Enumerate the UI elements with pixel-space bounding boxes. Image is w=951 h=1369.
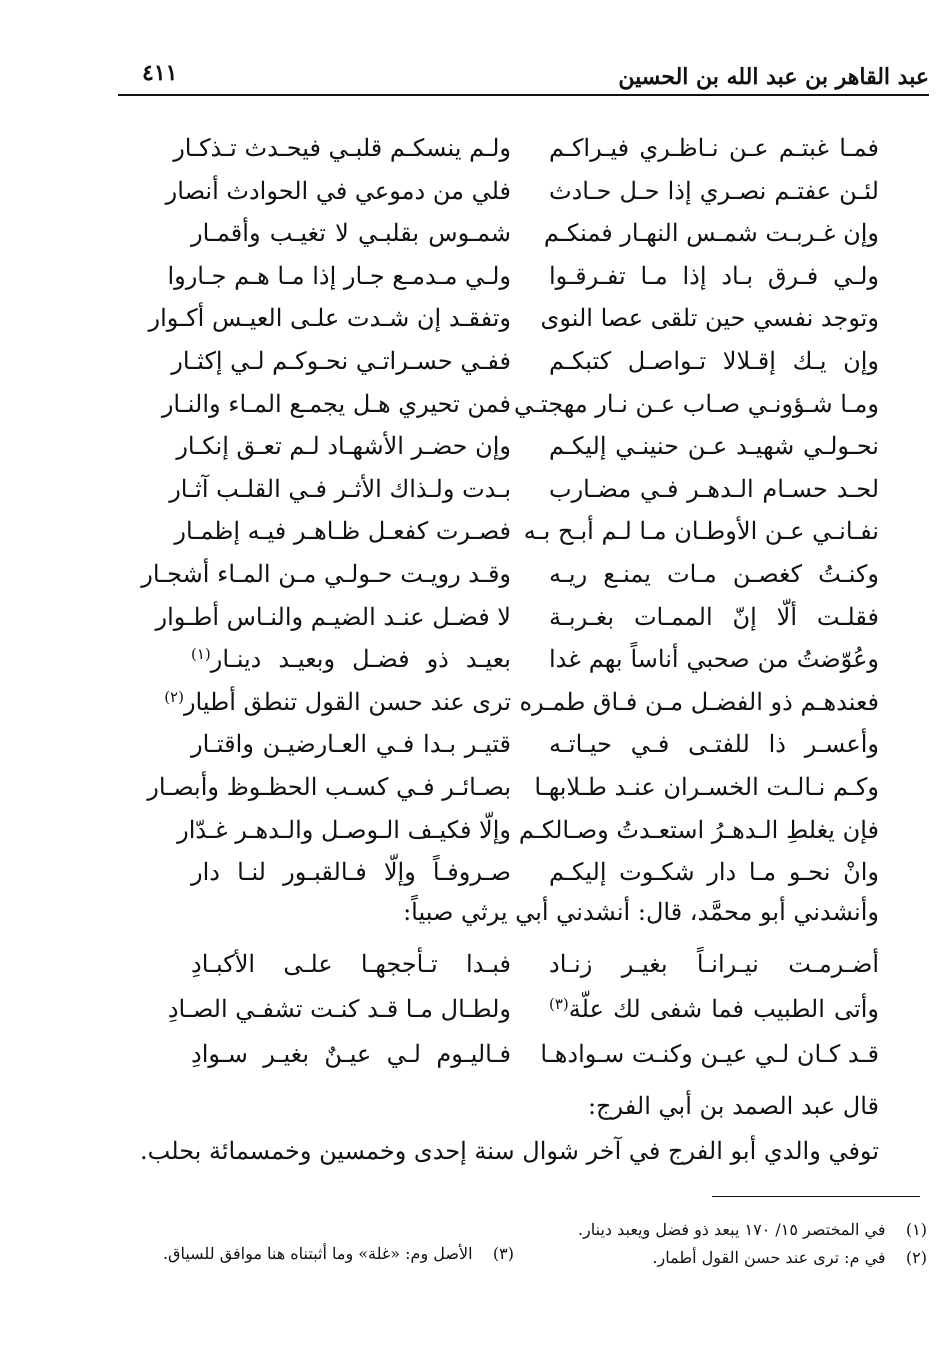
verse-second-hemistich (155, 597, 511, 637)
footnote-marker: (١) (191, 645, 211, 664)
verse-second-hemistich (173, 128, 511, 168)
hemistich-text: بـدت ولـذاك الأثـر فـي القلـب آثـار (169, 474, 511, 503)
hemistich-text: فإن يغلطِ الـدهـرُ استعـدتُ وصـالكـم (518, 815, 879, 844)
hemistich-text: وكنـتُ كغصـن مـات يمنـع ريـه (549, 560, 879, 588)
hemistich-text: بصـائـر فـي كسـب الحظـوظ وأبصـار (147, 773, 511, 801)
verse-second-hemistich (174, 511, 511, 551)
verse-second-hemistich (191, 1034, 511, 1074)
verse-line (0, 256, 951, 296)
hemistich-text: بعيـد ذو فضـل وبعيـد دينـار (210, 645, 511, 674)
verse-line (0, 639, 951, 679)
hemistich-text: وعُوّضتُ من صحبي أناساً بهم غدا (549, 645, 879, 674)
verse-first-hemistich (549, 128, 879, 168)
prose-line: قال عبد الصمد بن أبي الفرج: (587, 1092, 879, 1120)
footnote-number: (٢) (905, 1248, 927, 1267)
hemistich-text: وتفقـد إن شـدت علـى العيـس أكـوار (148, 304, 511, 333)
footnote-marker: (٢) (164, 687, 184, 706)
verse-second-hemistich (191, 944, 511, 984)
verse-line (0, 989, 951, 1029)
verse-line (0, 298, 951, 338)
hemistich-text: وتوجد نفسي حين تلقى عصا النوى (540, 304, 879, 333)
hemistich-text: شمـوس بقلبـي لا تغيـب وأقمـار (191, 219, 511, 248)
hemistich-text: وإن يـك إقـلالا تـواصـل كتبكـم (549, 347, 879, 375)
verse-first-hemistich (549, 171, 879, 211)
verse-second-hemistich (177, 810, 511, 850)
verse-line (0, 469, 951, 509)
hemistich-text: وأتى الطبيب فما شفى لك علّة (568, 995, 879, 1023)
verse-first-hemistich (549, 426, 879, 466)
verse-second-hemistich (171, 341, 511, 381)
verse-first-hemistich (543, 213, 879, 253)
verse-line (0, 554, 951, 594)
prose-line: توفي والدي أبو الفرج في آخر شوال سنة إحدى وخمسين وخمسمائة بحلب. (140, 1137, 879, 1165)
verse-first-hemistich (549, 852, 879, 892)
footnote-text: الأصل وم: «غلة» وما أثبتناه هنا موافق للسياق. (162, 1244, 473, 1263)
verse-line (0, 597, 951, 637)
verse-line (0, 341, 951, 381)
verse-line (0, 767, 951, 807)
hemistich-text: وقـد رويـت حـولـي مـن المـاء أشجـار (141, 560, 511, 588)
verse-line (0, 724, 951, 764)
hemistich-text: ولـي فـرق بـاد إذا مـا تفـرقـوا (549, 261, 879, 290)
footnote-number: (٣) (492, 1244, 514, 1263)
footnote-1 (578, 1217, 927, 1243)
hemistich-text: أضـرمـت نيـرانـاً بغيـر زنـاد (549, 950, 879, 978)
hemistich-text: وأعسـر ذا للفتـى فـي حيـاتـه (549, 730, 879, 759)
verse-second-hemistich (161, 384, 511, 424)
verse-line (0, 171, 951, 211)
hemistich-text: وإن غـربـت شمـس النهـار فمنكـم (543, 219, 879, 248)
verse-line (0, 810, 951, 850)
hemistich-text: فبـدا تـأججهـا علـى الأكبـادِ (191, 950, 511, 978)
intro-line: وأنشدني أبو محمَّد، قال: أنشدني أبي يرثي صبياً: (403, 898, 879, 926)
verse-second-hemistich (169, 469, 511, 509)
verse-line (0, 1034, 951, 1074)
verse-first-hemistich (540, 1034, 879, 1074)
verse-first-hemistich (549, 989, 879, 1032)
verse-first-hemistich (549, 554, 879, 594)
footnote-text: في المختصر ١٥/ ١٧٠ يبعد ذو فضل ويعبد دينار. (577, 1220, 886, 1239)
verse-second-hemistich (176, 426, 511, 466)
verse-second-hemistich (191, 724, 511, 764)
hemistich-text: لئـن عفتـم نصـري إذا حـل حـادث (549, 176, 879, 205)
hemistich-text: فصـرت كفعـل ظـاهـر فيـه إظمـار (174, 517, 511, 546)
hemistich-text: فقلـت ألّا إنّ الممـات بغـربـة (549, 602, 879, 631)
hemistich-text: ففـي حسـراتـي نحـوكـم لـي إكثـار (171, 347, 511, 375)
hemistich-text: قتيـر بـدا فـي العـارضيـن واقتـار (191, 730, 511, 759)
verse-first-hemistich (549, 639, 879, 679)
hemistich-text: وإن حضـر الأشهـاد لـم تعـق إنكـار (176, 432, 511, 461)
verse-first-hemistich (549, 469, 879, 509)
running-header (118, 58, 929, 96)
hemistich-text: فـاليـوم لـي عيـنٌ بغيـر سـوادِ (191, 1040, 511, 1068)
verse-first-hemistich (549, 724, 879, 764)
verse-second-hemistich (167, 256, 511, 296)
hemistich-text: قـد كـان لـي عيـن وكنـت سـوادهـا (540, 1040, 879, 1068)
hemistich-text: فلي من دموعي في الحوادث أنصار (165, 176, 511, 205)
header-title: عبد القاهر بن عبد الله بن الحسين (618, 64, 929, 90)
verse-second-hemistich (148, 298, 511, 338)
verse-second-hemistich (191, 213, 511, 253)
hemistich-text: لحـد حسـام الـدهـر فـي مضـارب (549, 474, 879, 503)
verse-line (0, 128, 951, 168)
footnote-2 (652, 1245, 927, 1271)
verse-first-hemistich (549, 341, 879, 381)
verse-first-hemistich (523, 511, 879, 551)
verse-first-hemistich (540, 298, 879, 338)
verse-second-hemistich (165, 171, 511, 211)
verse-second-hemistich (191, 639, 511, 682)
verse-line (0, 426, 951, 466)
hemistich-text: ولـي مـدمـع جـار إذا مـا هـم جـاروا (167, 261, 511, 290)
verse-line (0, 852, 951, 892)
hemistich-text: ولطـال مـا قـد كنـت تشفـي الصـادِ (167, 995, 511, 1023)
verse-line (0, 944, 951, 984)
verse-second-hemistich (167, 989, 511, 1029)
verse-line (0, 682, 951, 722)
verse-line (0, 384, 951, 424)
verse-first-hemistich (518, 810, 879, 850)
hemistich-text: وإلّا فكيـف الـوصـل والـدهـر غـدّار (177, 815, 511, 844)
verse-second-hemistich (147, 767, 511, 807)
verse-first-hemistich (549, 597, 879, 637)
hemistich-text: صـروفـاً وإلّا فـالقبـور لنـا دار (191, 858, 511, 887)
hemistich-text: نحـولـي شهيـد عـن حنينـي إليكـم (549, 432, 879, 461)
hemistich-text: ومـا شـؤونـي صـاب عـن نـار مهجتـي (513, 389, 879, 418)
verse-second-hemistich (164, 682, 511, 725)
verse-second-hemistich (141, 554, 511, 594)
hemistich-text: فمـا غبتـم عـن نـاظـري فيـراكـم (549, 134, 879, 162)
footnote-divider (712, 1196, 920, 1197)
verse-line (0, 213, 951, 253)
footnote-text: في م: ترى عند حسن القول أطمار. (652, 1248, 886, 1267)
footnote-number: (١) (905, 1220, 927, 1239)
verse-second-hemistich (191, 852, 511, 892)
hemistich-text: فعندهـم ذو الفضـل مـن فـاق طمـره (519, 687, 879, 716)
hemistich-text: وانْ نحـو مـا دار شكـوت إليكـم (549, 858, 879, 887)
hemistich-text: فمن تحيري هـل يجمـع المـاء والنـار (161, 389, 511, 418)
hemistich-text: ترى عند حسن القول تنطق أطيار (183, 687, 511, 716)
footnote-marker: (٣) (549, 995, 569, 1013)
verse-first-hemistich (534, 767, 879, 807)
hemistich-text: وكـم نـالـت الخسـران عنـد طـلابهـا (534, 773, 879, 801)
verse-first-hemistich (549, 256, 879, 296)
footnote-3 (163, 1241, 514, 1267)
hemistich-text: نفـانـي عـن الأوطـان مـا لـم أبـح بـه (523, 517, 879, 546)
hemistich-text: لا فضـل عنـد الضيـم والنـاس أطـوار (155, 602, 511, 631)
verse-line (0, 511, 951, 551)
verse-first-hemistich (513, 384, 879, 424)
verse-first-hemistich (549, 944, 879, 984)
page-number: ٤١١ (142, 60, 178, 86)
hemistich-text: ولـم ينسكـم قلبـي فيحـدث تـذكـار (173, 134, 511, 162)
verse-first-hemistich (519, 682, 879, 722)
